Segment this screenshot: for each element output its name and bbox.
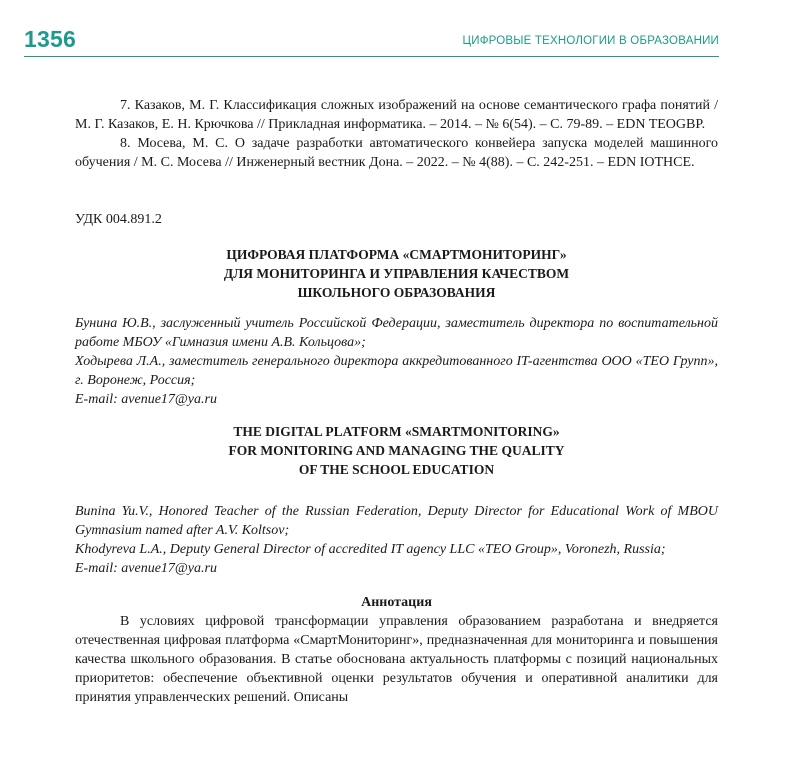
reference-8: 8. Мосева, М. С. О задаче разработки автоматического конвейера запуска моделей машинного обучения / М. С. Мосева // Инженерный вестник Дона. – 2022. – № 4(88). – С. 242-251. – EDN IOTHCE. <box>75 136 718 170</box>
udk-code: УДК 004.891.2 <box>75 212 162 227</box>
title-en-line: FOR MONITORING AND MANAGING THE QUALITY <box>228 443 565 458</box>
abstract-text: В условиях цифровой трансформации управления образованием разработана и внедряется отечественная цифровая платформа «СмартМониторинг», предназначенная для мониторинга и повышения качества школьного образования. В статье обоснована актуальность платформы с позиций национальных приоритетов: обеспечение объективной оценки результатов обучения и оперативной аналитики для принятия управленческих решений. Описаны <box>75 614 718 705</box>
reference-7: 7. Казаков, М. Г. Классификация сложных изображений на основе семантического графа понятий / М. Г. Казаков, Е. Н. Крючкова // Прикладная информатика. – 2014. – № 6(54). – С. 79-89. – EDN TEOGBP. <box>75 98 718 132</box>
article-title-en <box>75 422 718 479</box>
page-number: 1356 <box>24 26 76 52</box>
page-content <box>75 96 718 707</box>
author-ru: Ходырева Л.А., заместитель генерального директора аккредитованного IT-агентства ООО «ТЕО Групп», г. Воронеж, Россия; <box>75 354 718 388</box>
authors-ru <box>75 314 718 409</box>
running-header <box>24 26 719 56</box>
article-title-ru <box>75 245 718 302</box>
email-ru: E-mail: avenue17@ya.ru <box>75 392 217 407</box>
journal-title: ЦИФРОВЫЕ ТЕХНОЛОГИИ В ОБРАЗОВАНИИ <box>462 35 719 47</box>
author-en: Bunina Yu.V., Honored Teacher of the Russian Federation, Deputy Director for Educational Work of MBOU Gymnasium named after A.V. Koltsov; <box>75 504 718 538</box>
author-en: Khodyreva L.A., Deputy General Director of accredited IT agency LLC «TEO Group», Voronezh, Russia; <box>75 542 666 557</box>
title-en-line: THE DIGITAL PLATFORM «SMARTMONITORING» <box>233 424 560 439</box>
title-en-line: OF THE SCHOOL EDUCATION <box>298 462 495 477</box>
authors-en <box>75 502 718 578</box>
title-ru-line: ЦИФРОВАЯ ПЛАТФОРМА «СМАРТМОНИТОРИНГ» <box>226 247 567 262</box>
email-en: E-mail: avenue17@ya.ru <box>75 561 217 576</box>
author-ru: Бунина Ю.В., заслуженный учитель Российской Федерации, заместитель директора по воспитательной работе МБОУ «Гимназия имени А.В. Кольцова»; <box>75 316 718 350</box>
title-ru-line: ДЛЯ МОНИТОРИНГА И УПРАВЛЕНИЯ КАЧЕСТВОМ <box>223 266 570 281</box>
header-rule <box>24 56 719 57</box>
abstract-heading: Аннотация <box>361 595 432 610</box>
title-ru-line: ШКОЛЬНОГО ОБРАЗОВАНИЯ <box>297 285 496 300</box>
